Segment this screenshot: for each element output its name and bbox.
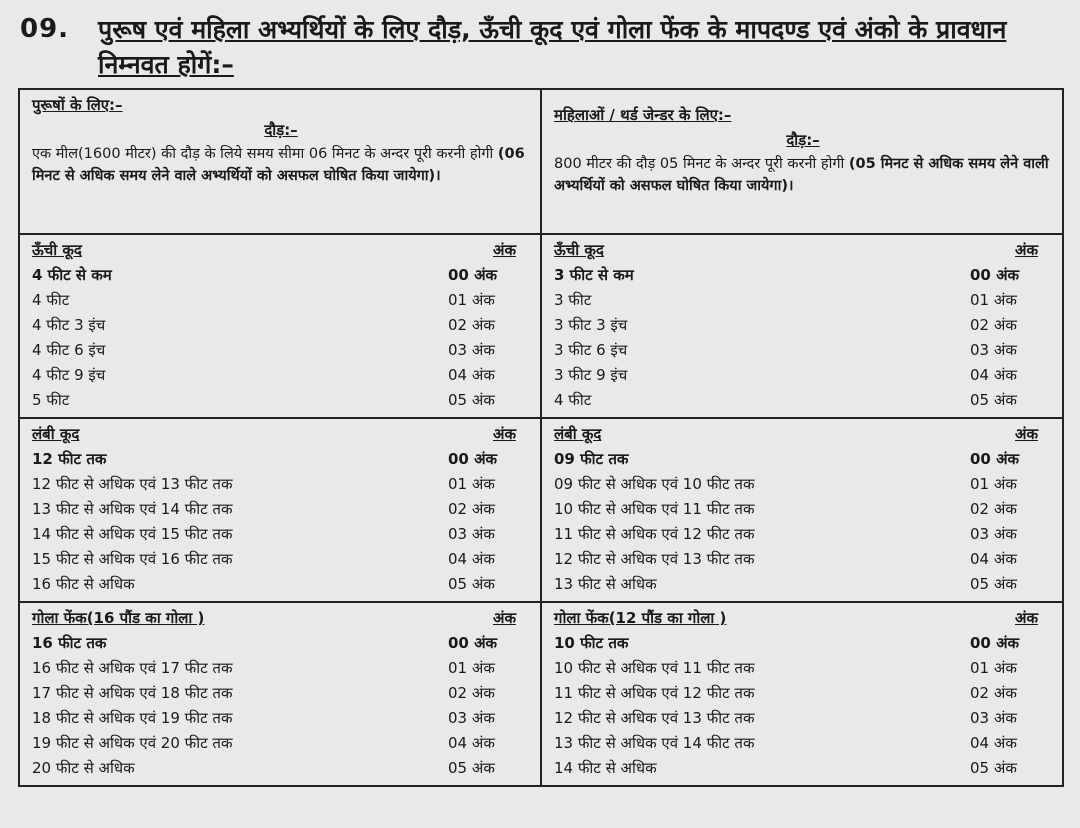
section-header [554,606,1052,631]
criteria-points: 00 अंक [970,634,1020,652]
criteria-label: 4 फीट से कम [32,266,112,284]
criteria-row [32,547,530,572]
criteria-label: 3 फीट से कम [554,266,634,284]
criteria-label: 3 फीट [554,291,592,309]
criteria-row [32,656,530,681]
criteria-points: 04 अंक [448,550,495,568]
female-high-jump-cell [541,234,1063,418]
male-race-text: एक मील(1600 मीटर) की दौड़ के लिये समय सीमा 06 मिनट के अन्दर पूरी करनी होगी (06 मिनट से अधिक समय लेने वाले अभ्यर्थियों को असफल घोषित किया जायेगा)। [32,146,525,184]
criteria-points: 05 अंक [970,759,1017,777]
criteria-row [32,706,530,731]
criteria-points: 03 अंक [448,525,495,543]
criteria-row [32,313,530,338]
criteria-label: 10 फीट तक [554,634,629,652]
criteria-points: 04 अंक [448,366,495,384]
points-column-header: अंक [1015,425,1038,443]
criteria-points: 02 अंक [448,316,495,334]
criteria-points: 03 अंक [448,341,495,359]
male-high-jump-cell [19,234,541,418]
criteria-label: 19 फीट से अधिक एवं 20 फीट तक [32,734,233,752]
criteria-label: 11 फीट से अधिक एवं 12 फीट तक [554,525,755,543]
criteria-points: 03 अंक [970,709,1017,727]
criteria-points: 01 अंक [970,291,1017,309]
criteria-points: 00 अंक [448,266,498,284]
section-header [554,422,1052,447]
criteria-row [32,288,530,313]
criteria-row [554,756,1052,781]
criteria-table [18,88,1064,787]
criteria-row [554,388,1052,413]
criteria-row [32,388,530,413]
criteria-row [32,263,530,288]
criteria-label: 4 फीट 6 इंच [32,341,106,359]
criteria-points: 04 अंक [970,366,1017,384]
criteria-row [32,681,530,706]
points-column-header: अंक [493,609,516,627]
criteria-label: 11 फीट से अधिक एवं 12 फीट तक [554,684,755,702]
high-jump-row [19,234,1063,418]
criteria-label: 18 फीट से अधिक एवं 19 फीट तक [32,709,233,727]
criteria-row [554,263,1052,288]
criteria-label: 13 फीट से अधिक एवं 14 फीट तक [32,500,233,518]
shot-put-row [19,602,1063,786]
criteria-row [32,363,530,388]
criteria-label: 12 फीट से अधिक एवं 13 फीट तक [554,550,755,568]
criteria-points: 02 अंक [970,684,1017,702]
criteria-label: 4 फीट 9 इंच [32,366,106,384]
criteria-label: 09 फीट से अधिक एवं 10 फीट तक [554,475,755,493]
criteria-row [554,681,1052,706]
criteria-label: 4 फीट [32,291,70,309]
criteria-row [554,363,1052,388]
criteria-label: 12 फीट से अधिक एवं 13 फीट तक [32,475,233,493]
criteria-points: 01 अंक [970,475,1017,493]
criteria-label: 4 फीट [554,391,592,409]
male-shot-put-cell [19,602,541,786]
criteria-points: 05 अंक [970,575,1017,593]
female-long-jump-cell [541,418,1063,602]
criteria-row [32,497,530,522]
criteria-label: 12 फीट तक [32,450,107,468]
criteria-row [554,447,1052,472]
female-race-title: दौड़:– [786,131,820,149]
criteria-row [554,338,1052,363]
criteria-points: 04 अंक [970,734,1017,752]
long-jump-row [19,418,1063,602]
criteria-points: 01 अंक [448,659,495,677]
criteria-label: 15 फीट से अधिक एवं 16 फीट तक [32,550,233,568]
criteria-points: 02 अंक [448,500,495,518]
section-title: गोला फेंक(12 पौंड का गोला ) [554,609,727,627]
section-header [32,606,530,631]
male-long-jump-cell [19,418,541,602]
criteria-points: 00 अंक [970,450,1020,468]
criteria-label: 13 फीट से अधिक एवं 14 फीट तक [554,734,755,752]
criteria-row [554,706,1052,731]
female-shot-put-cell [541,602,1063,786]
criteria-label: 4 फीट 3 इंच [32,316,106,334]
section-header [32,238,530,263]
criteria-points: 04 अंक [448,734,495,752]
criteria-row [32,631,530,656]
section-header [554,238,1052,263]
points-column-header: अंक [493,425,516,443]
male-race-cell [19,89,541,234]
criteria-row [32,447,530,472]
criteria-points: 02 अंक [970,500,1017,518]
criteria-row [32,572,530,597]
section-title: लंबी कूद [554,425,602,443]
points-column-header: अंक [1015,609,1038,627]
section-header [32,422,530,447]
criteria-points: 05 अंक [448,391,495,409]
criteria-label: 12 फीट से अधिक एवं 13 फीट तक [554,709,755,727]
criteria-points: 01 अंक [448,475,495,493]
criteria-points: 02 अंक [970,316,1017,334]
male-title: पुरूषों के लिए:– [32,96,123,114]
section-title: लंबी कूद [32,425,80,443]
criteria-row [32,338,530,363]
criteria-row [32,472,530,497]
criteria-row [32,522,530,547]
criteria-points: 01 अंक [448,291,495,309]
criteria-row [554,288,1052,313]
points-column-header: अंक [493,241,516,259]
criteria-points: 03 अंक [970,525,1017,543]
criteria-points: 00 अंक [448,450,498,468]
male-race-title: दौड़:– [264,121,298,139]
criteria-row [32,756,530,781]
criteria-row [32,731,530,756]
criteria-label: 16 फीट से अधिक [32,575,135,593]
criteria-points: 00 अंक [970,266,1020,284]
criteria-label: 3 फीट 9 इंच [554,366,628,384]
criteria-points: 02 अंक [448,684,495,702]
criteria-label: 16 फीट तक [32,634,107,652]
criteria-points: 05 अंक [448,759,495,777]
criteria-label: 17 फीट से अधिक एवं 18 फीट तक [32,684,233,702]
section-title: ऊँची कूद [32,241,82,259]
race-row [19,89,1063,234]
criteria-label: 5 फीट [32,391,70,409]
criteria-row [554,656,1052,681]
criteria-points: 04 अंक [970,550,1017,568]
criteria-label: 14 फीट से अधिक एवं 15 फीट तक [32,525,233,543]
criteria-row [554,631,1052,656]
criteria-label: 3 फीट 3 इंच [554,316,628,334]
criteria-label: 20 फीट से अधिक [32,759,135,777]
criteria-row [554,522,1052,547]
criteria-points: 01 अंक [970,659,1017,677]
criteria-label: 10 फीट से अधिक एवं 11 फीट तक [554,659,755,677]
criteria-label: 14 फीट से अधिक [554,759,657,777]
criteria-label: 3 फीट 6 इंच [554,341,628,359]
female-title: महिलाओं / थर्ड जेन्डर के लिए:– [554,106,732,124]
criteria-row [554,313,1052,338]
criteria-points: 03 अंक [448,709,495,727]
criteria-label: 13 फीट से अधिक [554,575,657,593]
section-number: 09. [20,14,70,44]
criteria-row [554,547,1052,572]
criteria-points: 05 अंक [448,575,495,593]
criteria-points: 00 अंक [448,634,498,652]
female-race-text: 800 मीटर की दौड़ 05 मिनट के अन्दर पूरी करनी होगी (05 मिनट से अधिक समय लेने वाली अभ्यर्थियों को असफल घोषित किया जायेगा)। [554,156,1049,194]
criteria-label: 09 फीट तक [554,450,629,468]
section-title: गोला फेंक(16 पौंड का गोला ) [32,609,205,627]
criteria-row [554,572,1052,597]
female-race-cell [541,89,1063,234]
criteria-label: 16 फीट से अधिक एवं 17 फीट तक [32,659,233,677]
points-column-header: अंक [1015,241,1038,259]
criteria-points: 03 अंक [970,341,1017,359]
section-title: ऊँची कूद [554,241,604,259]
criteria-points: 05 अंक [970,391,1017,409]
section-heading: पुरूष एवं महिला अभ्यर्थियों के लिए दौड़, ऊँची कूद एवं गोला फेंक के मापदण्ड एवं अंको के प्रावधान निम्नवत होगें:– [98,15,1007,79]
criteria-row [554,731,1052,756]
criteria-label: 10 फीट से अधिक एवं 11 फीट तक [554,500,755,518]
criteria-row [554,472,1052,497]
criteria-row [554,497,1052,522]
